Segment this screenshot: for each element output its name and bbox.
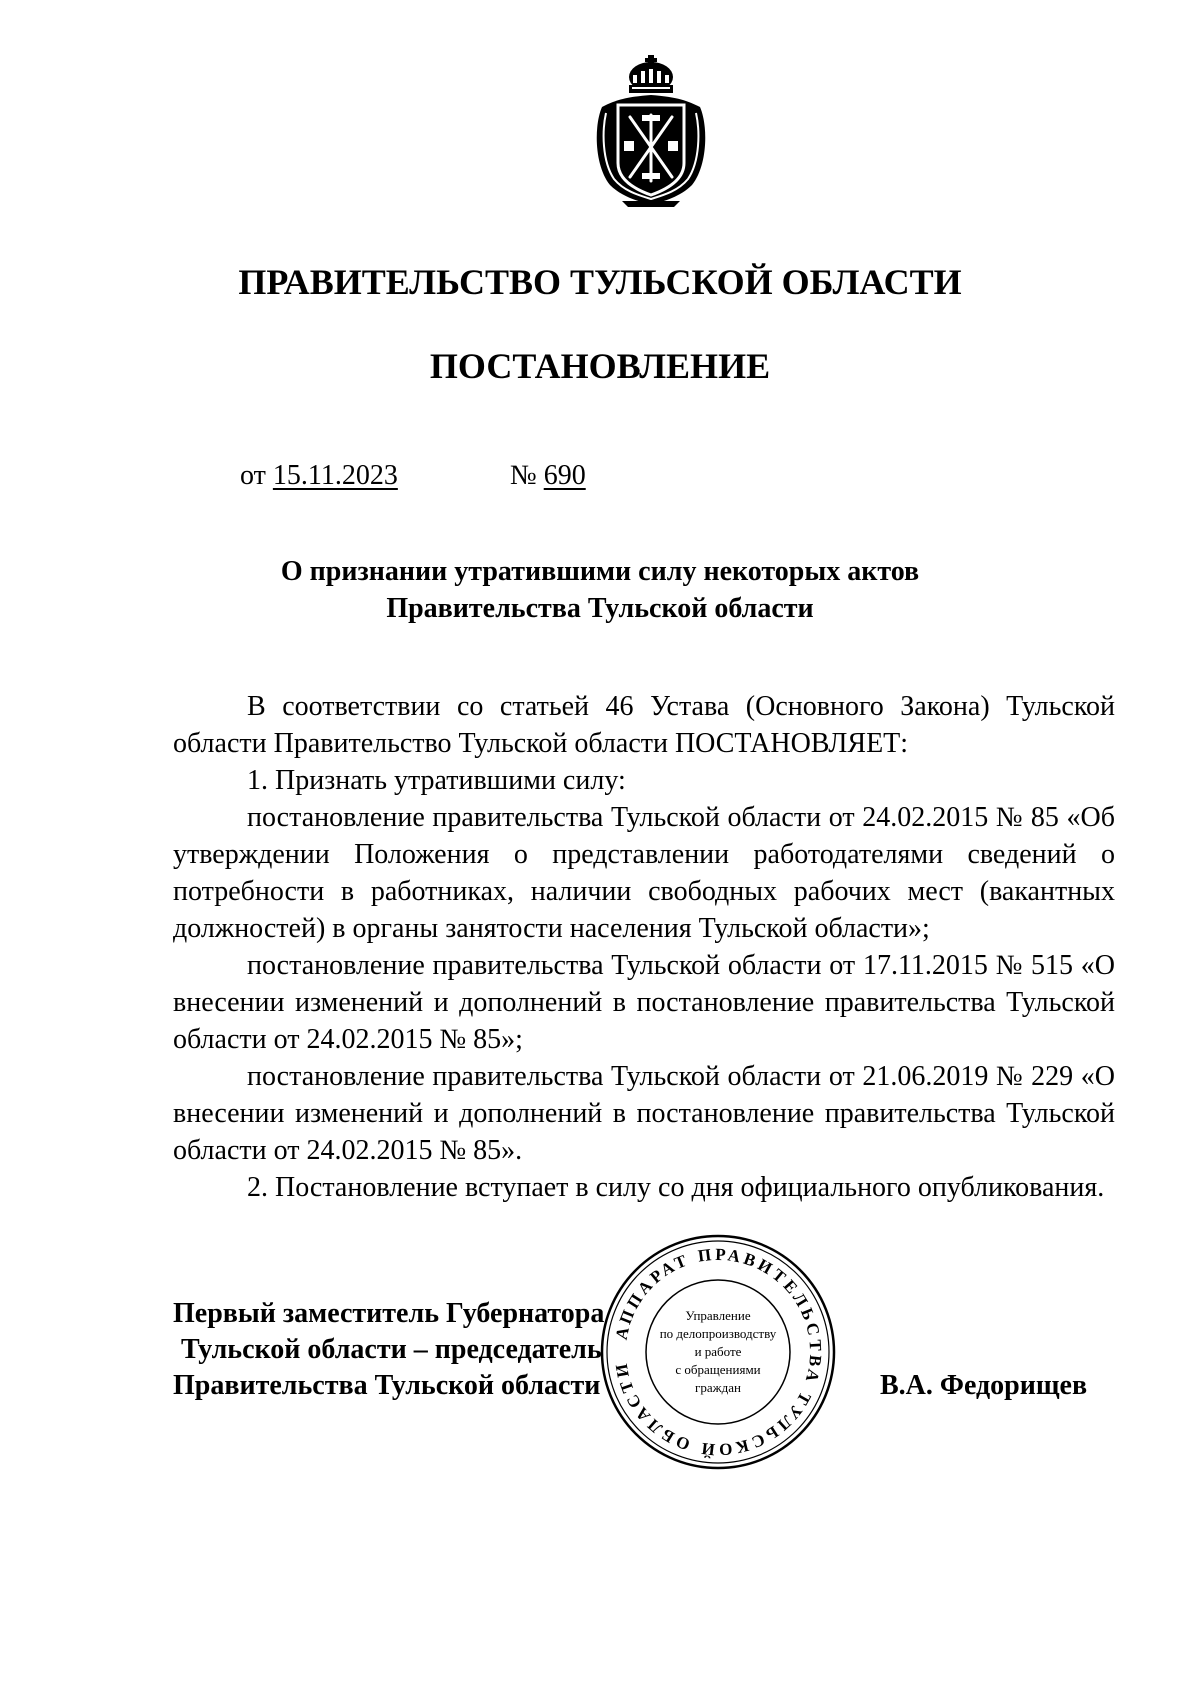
official-seal [598,1232,838,1472]
body-paragraph-4: постановление правительства Тульской области от 17.11.2015 № 515 «О внесении изменений и дополнений в постановление правительства Тульской области от 24.02.2015 № 85»; [173,950,1115,1055]
document-number: 690 [543,460,586,491]
signature-block [173,1296,604,1404]
body-paragraph-3: постановление правительства Тульской области от 24.02.2015 № 85 «Об утверждении Положения о представлении работодателями сведений о потребности в работниках, наличии свободных рабочих мест (вакантных должностей) в органы занятости населения Тульской области»; [173,802,1115,944]
subject-line-1: О признании утратившими силу некоторых актов [280,556,920,587]
seal-center-line-3: и работе [694,1344,742,1359]
organization-title: ПРАВИТЕЛЬСТВО ТУЛЬСКОЙ ОБЛАСТИ [238,262,962,302]
document-subject [150,553,1050,627]
seal-center-line-1: Управление [685,1308,751,1323]
seal-center-line-5: граждан [695,1380,741,1395]
seal-center-line-2: по делопроизводству [659,1326,777,1341]
signer-position-line-2: Тульской области – председатель [181,1334,602,1365]
body-paragraph-6: 2. Постановление вступает в силу со дня официального опубликования. [247,1172,1105,1203]
body-paragraph-2: 1. Признать утратившими силу: [247,765,626,796]
signer-position-line-3: Правительства Тульской области [173,1370,601,1401]
document-date: 15.11.2023 [272,460,398,491]
number-prefix: № [510,460,537,491]
signer-position-line-1: Первый заместитель Губернатора [173,1298,605,1329]
seal-ring-text: АППАРАТ ПРАВИТЕЛЬСТВА ТУЛЬСКОЙ ОБЛАСТИ [611,1244,826,1460]
date-number-line [240,458,586,494]
subject-line-2: Правительства Тульской области [386,593,814,624]
body-paragraph-1: В соответствии со статьей 46 Устава (Основного Закона) Тульской области Правительство Тульской области ПОСТАНОВЛЯЕТ: [173,691,1115,759]
document-type: ПОСТАНОВЛЕНИЕ [429,346,771,386]
coat-of-arms-icon [588,55,714,209]
date-prefix: от [240,460,266,491]
signer-name: В.А. Федорищев [880,1370,1088,1401]
body-paragraph-5: постановление правительства Тульской области от 21.06.2019 № 229 «О внесении изменений и дополнений в постановление правительства Тульской области от 24.02.2015 № 85». [173,1061,1115,1166]
seal-center-line-4: с обращениями [675,1362,761,1377]
document-body [173,688,1115,1206]
